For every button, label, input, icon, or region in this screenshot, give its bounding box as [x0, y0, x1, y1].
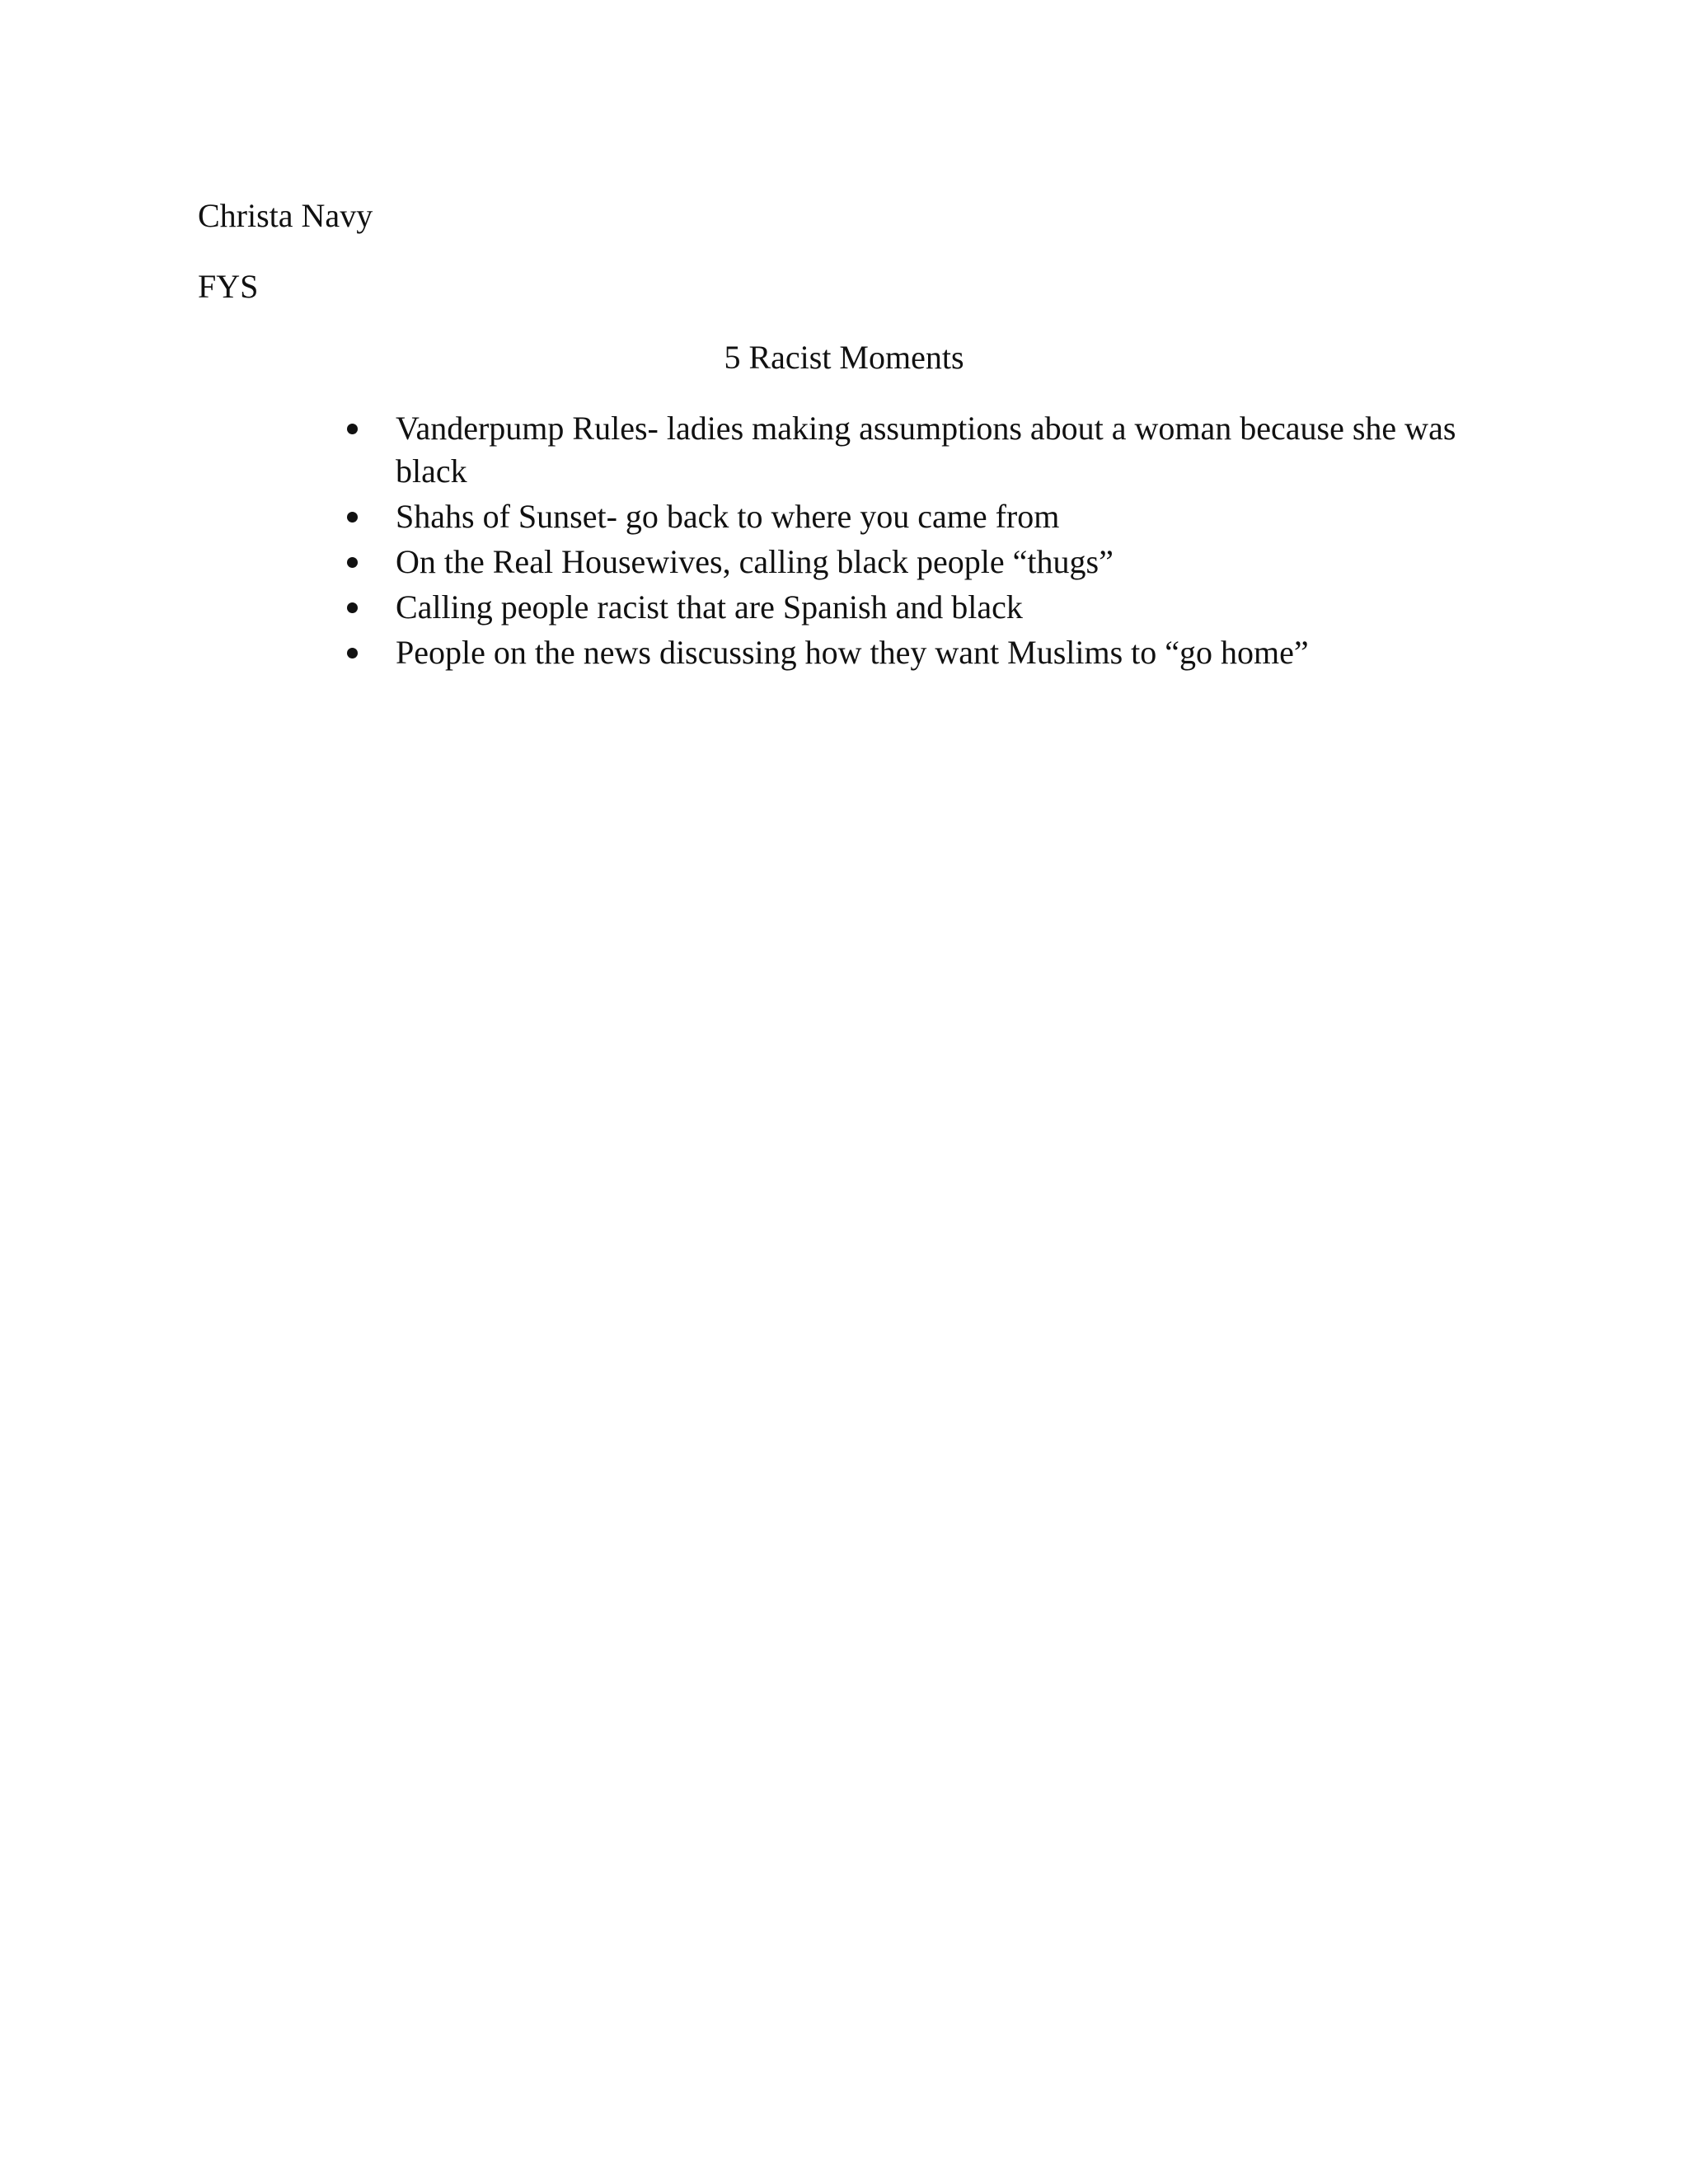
- bullet-icon: [347, 557, 358, 568]
- document-title: 5 Racist Moments: [724, 339, 964, 376]
- list-item-text: On the Real Housewives, calling black people “thugs”: [396, 543, 1114, 580]
- list-item: [0, 407, 1484, 493]
- list-item-text: Calling people racist that are Spanish and black: [396, 588, 1023, 626]
- list-item: [0, 631, 1484, 674]
- author-name: Christa Navy: [198, 197, 373, 234]
- bullet-icon: [347, 424, 358, 434]
- list-item: [0, 586, 1484, 629]
- list-item: [0, 495, 1484, 538]
- bullet-icon: [347, 648, 358, 658]
- list-item-text: People on the news discussing how they want Muslims to “go home”: [396, 634, 1309, 671]
- list-item: [0, 541, 1484, 583]
- list-item-text: Shahs of Sunset- go back to where you came from: [396, 498, 1060, 535]
- bullet-list: [0, 407, 1688, 677]
- list-item-text: Vanderpump Rules- ladies making assumptions about a woman because she was black: [396, 410, 1456, 490]
- course-name: FYS: [198, 268, 259, 305]
- bullet-icon: [347, 602, 358, 613]
- bullet-icon: [347, 512, 358, 523]
